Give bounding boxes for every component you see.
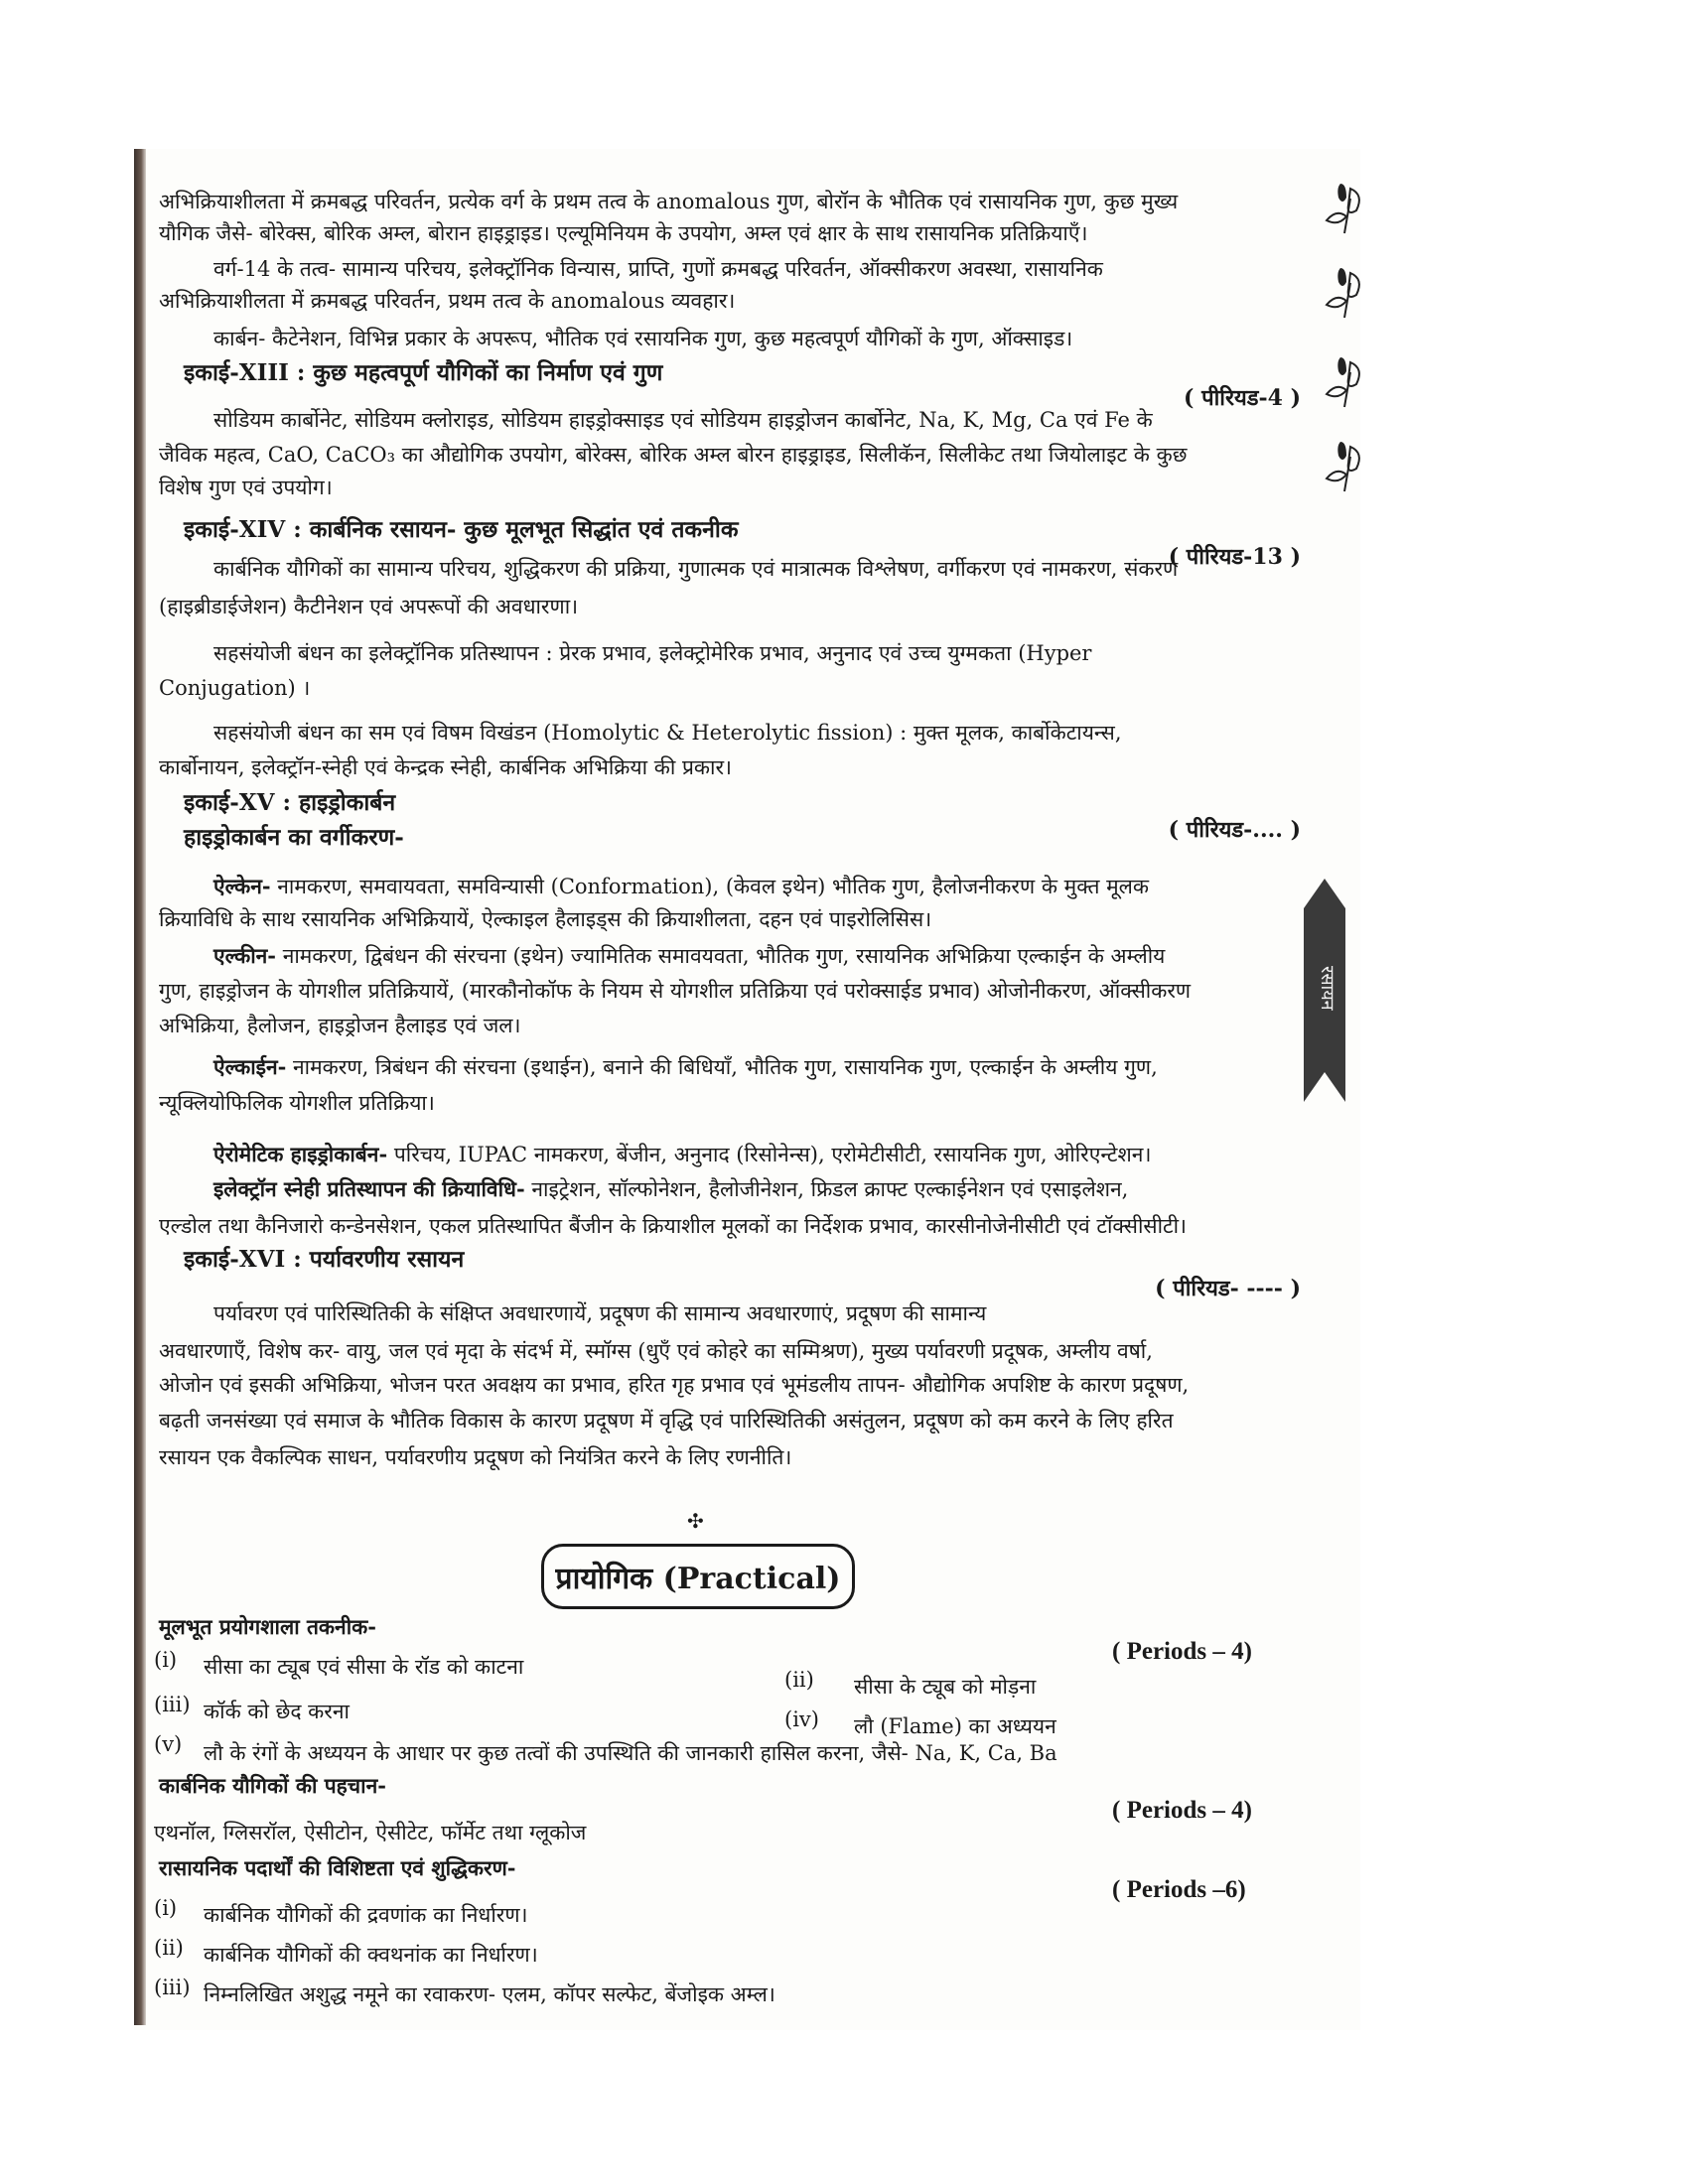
practical-section-period: ( Periods – 4) (1112, 1638, 1252, 1665)
text-line: (हाइब्रीडाईजेशन) कैटीनेशन एवं अपरूपों की अवधारणा। (159, 595, 579, 618)
alkyne-line (213, 1054, 1158, 1080)
text-line: कार्बोनायन, इलेक्ट्रॉन-स्नेही एवं केन्द्रक स्नेही, कार्बनिक अभिक्रिया की प्रकार। (159, 755, 733, 779)
text-line: बढ़ती जनसंख्या एवं समाज के भौतिक विकास के कारण प्रदूषण में वृद्धि एवं पारिस्थितिकी असंतुलन, प्रदूषण को कम करने के लिए हरित (159, 1409, 1174, 1433)
practical-item: कॉर्क को छेद करना (204, 1700, 350, 1723)
text-line: गुण, हाइड्रोजन के योगशील प्रतिक्रियायें, (मारकौनोकॉफ के नियम से योगशील प्रतिक्रिया एवं परोक्साईड प्रभाव) ओजोनीकरण, ऑक्सीकरण (159, 979, 1192, 1003)
unit-15-heading: इकाई-XV : हाइड्रोकार्बन (184, 789, 396, 816)
text-line: Conjugation) । (159, 676, 311, 700)
item-number: (i) (154, 1896, 178, 1920)
alkene-line (213, 943, 1165, 969)
alkyne-label: ऐल्काईन- (213, 1054, 287, 1079)
practical-item: कार्बनिक यौगिकों की द्रवणांक का निर्धारण। (204, 1903, 528, 1927)
item-number: (ii) (784, 1668, 814, 1692)
unit-16-heading: इकाई-XVI : पर्यावरणीय रसायन (184, 1246, 465, 1273)
practical-item: लौ के रंगों के अध्ययन के आधार पर कुछ तत्वों की उपस्थिति की जानकारी हासिल करना, जैसे- Na, K, Ca, Ba (204, 1741, 1057, 1765)
text-line: रसायन एक वैकल्पिक साधन, पर्यावरणीय प्रदूषण को नियंत्रित करने के लिए रणनीति। (159, 1445, 792, 1469)
leaf-ornament-icon (1321, 352, 1370, 412)
practical-item: कार्बनिक यौगिकों की क्वथनांक का निर्धारण। (204, 1943, 538, 1967)
side-tab-label: रसायन (1317, 965, 1337, 1011)
item-number: (i) (154, 1648, 178, 1672)
alkane-label: ऐल्केन- (213, 874, 271, 898)
practical-section-period: ( Periods – 4) (1112, 1797, 1252, 1824)
practical-title: प्रायोगिक (Practical) (555, 1561, 841, 1596)
practical-section-heading: कार्बनिक यौगिकों की पहचान- (159, 1773, 386, 1798)
text-line: जैविक महत्व, CaO, CaCO₃ का औद्योगिक उपयोग, बोरेक्स, बोरिक अम्ल बोरन हाइड्राइड, सिलीकॅन, सिलीकेट तथा जियोलाइट के कुछ (159, 443, 1188, 467)
item-number: (v) (154, 1732, 183, 1756)
aromatic-label: ऐरोमेटिक हाइड्रोकार्बन- (213, 1142, 388, 1166)
text-fragment: नामकरण, द्विबंधन की संरचना (इथेन) ज्यामितिक समावयवता, भौतिक गुण, रसायनिक अभिक्रिया एल्काईन के अम्लीय (276, 944, 1166, 968)
aromatic-line (213, 1142, 1151, 1167)
text-fragment: नामकरण, त्रिबंधन की संरचना (इथाईन), बनाने की बिधियाँ, भौतिक गुण, रासायनिक गुण, एल्काईन के अम्लीय गुण, (286, 1055, 1158, 1079)
alkane-line (213, 874, 1149, 899)
text-line: न्यूक्लियोफिलिक योगशील प्रतिक्रिया। (159, 1091, 435, 1115)
item-number: (iii) (154, 1976, 191, 1999)
text-line: सोडियम कार्बोनेट, सोडियम क्लोराइड, सोडियम हाइड्रोक्साइड एवं सोडियम हाइड्रोजन कार्बोनेट, Na, K, Mg, Ca एवं Fe के (213, 408, 1153, 432)
unit-15-period: ( पीरियड-.... ) (1168, 817, 1301, 843)
unit-13-heading: इकाई-XIII : कुछ महत्वपूर्ण यौगिकों का निर्माण एवं गुण (184, 359, 663, 386)
leaf-ornament-icon (1321, 263, 1370, 323)
unit-14-heading: इकाई-XIV : कार्बनिक रसायन- कुछ मूलभूत सिद्धांत एवं तकनीक (184, 516, 739, 543)
text-line: अभिक्रिया, हैलोजन, हाइड्रोजन हैलाइड एवं जल। (159, 1014, 521, 1037)
book-spine-shadow (134, 149, 146, 2025)
practical-item: सीसा का ट्यूब एवं सीसा के रॉड को काटना (204, 1655, 524, 1679)
practical-section-period: ( Periods –6) (1112, 1876, 1246, 1903)
practical-section-heading: मूलभूत प्रयोगशाला तकनीक- (159, 1614, 376, 1639)
leaf-ornament-icon (1321, 179, 1370, 238)
text-line: अभिक्रियाशीलता में क्रमबद्ध परिवर्तन, प्रत्येक वर्ग के प्रथम तत्व के anomalous गुण, बोरॉन के भौतिक एवं रासायनिक गुण, कुछ मुख्य (159, 190, 1179, 213)
text-line: विशेष गुण एवं उपयोग। (159, 476, 333, 499)
item-number: (iv) (784, 1707, 819, 1731)
text-line: सहसंयोजी बंधन का सम एवं विषम विखंडन (Homolytic & Heterolytic fission) : मुक्त मूलक, कार्बोकेटायन्स, (213, 721, 1122, 745)
practical-section-heading: रासायनिक पदार्थों की विशिष्टता एवं शुद्धिकरण- (159, 1855, 516, 1880)
electrophilic-line (213, 1176, 1128, 1202)
practical-item: निम्नलिखित अशुद्ध नमूने का रवाकरण- एलम, कॉपर सल्फेट, बेंजोइक अम्ल। (204, 1982, 775, 2006)
unit-15-subheading: हाइड्रोकार्बन का वर्गीकरण- (184, 824, 404, 851)
text-line: अभिक्रियाशीलता में क्रमबद्ध परिवर्तन, प्रथम तत्व के anomalous व्यवहार। (159, 289, 736, 313)
practical-title-box (541, 1544, 855, 1609)
electrophilic-label: इलेक्ट्रॉन स्नेही प्रतिस्थापन की क्रियाविधि- (213, 1176, 525, 1201)
text-fragment: नाइट्रेशन, सॉल्फोनेशन, हैलोजीनेशन, फ्रिडल क्राफ्ट एल्काईनेशन एवं एसाइलेशन, (524, 1177, 1129, 1201)
text-line: सहसंयोजी बंधन का इलेक्ट्रॉनिक प्रतिस्थापन : प्रेरक प्रभाव, इलेक्ट्रोमेरिक प्रभाव, अनुनाद एवं उच्च युग्मकता (Hyper (213, 641, 1092, 665)
text-line: यौगिक जैसे- बोरेक्स, बोरिक अम्ल, बोरान हाइड्राइड। एल्यूमिनियम के उपयोग, अम्ल एवं क्षार के साथ रासायनिक प्रतिक्रियाएँ। (159, 221, 1088, 245)
text-line: ओजोन एवं इसकी अभिक्रिया, भोजन परत अवक्षय का प्रभाव, हरित गृह प्रभाव एवं भूमंडलीय तापन- औद्योगिक अपशिष्ट के कारण प्रदूषण, (159, 1373, 1190, 1397)
item-number: (ii) (154, 1936, 184, 1960)
practical-item: सीसा के ट्यूब को मोड़ना (854, 1675, 1037, 1699)
practical-item: लौ (Flame) का अध्ययन (854, 1714, 1056, 1738)
text-fragment: परिचय, IUPAC नामकरण, बेंजीन, अनुनाद (रिसोनेन्स), एरोमेटीसीटी, रसायनिक गुण, ओरिएन्टेशन। (387, 1143, 1152, 1166)
unit-13-period: ( पीरियड-4 ) (1184, 385, 1301, 411)
text-line: कार्बन- कैटेनेशन, विभिन्न प्रकार के अपरूप, भौतिक एवं रसायनिक गुण, कुछ महत्वपूर्ण यौगिकों के गुण, ऑक्साइड। (213, 327, 1073, 350)
text-line: क्रियाविधि के साथ रसायनिक अभिक्रियायें, ऐल्काइल हैलाइड्स की क्रियाशीलता, दहन एवं पाइरोलिसिस। (159, 907, 932, 931)
text-line: एल्डोल तथा कैनिजारो कन्डेनसेशन, एकल प्रतिस्थापित बैंजीन के क्रियाशील मूलकों का निर्देशक प्रभाव, कारसीनोजेनीसीटी एवं टॉक्सीसीटी। (159, 1214, 1187, 1238)
section-ornament-icon: ✣ (687, 1509, 704, 1533)
unit-16-period: ( पीरियड- ---- ) (1155, 1276, 1301, 1301)
unit-14-period: ( पीरियड-13 ) (1168, 544, 1301, 570)
text-line: कार्बनिक यौगिकों का सामान्य परिचय, शुद्धिकरण की प्रक्रिया, गुणात्मक एवं मात्रात्मक विश्लेषण, वर्गीकरण एवं नामकरण, संकरण (213, 557, 1179, 581)
text-line: अवधारणाएँ, विशेष कर- वायु, जल एवं मृदा के संदर्भ में, स्मॉग्स (धुएँ एवं कोहरे का सम्मिश्रण), मुख्य पर्यावरणी प्रदूषक, अम्लीय वर्षा, (159, 1339, 1153, 1363)
text-fragment: नामकरण, समवायवता, समविन्यासी (Conformation), (केवल इथेन) भौतिक गुण, हैलोजनीकरण के मुक्त मूलक (270, 875, 1150, 898)
leaf-ornament-icon (1321, 437, 1370, 496)
practical-item: एथनॉल, ग्लिसरॉल, ऐसीटोन, ऐसीटेट, फॉर्मेट तथा ग्लूकोज (154, 1821, 587, 1844)
item-number: (iii) (154, 1693, 191, 1716)
alkene-label: एल्कीन- (213, 943, 277, 968)
text-line: पर्यावरण एवं पारिस्थितिकी के संक्षिप्त अवधारणायें, प्रदूषण की सामान्य अवधारणाएं, प्रदूषण की सामान्य (213, 1301, 987, 1325)
text-line: वर्ग-14 के तत्व- सामान्य परिचय, इलेक्ट्रॉनिक विन्यास, प्राप्ति, गुणों क्रमबद्ध परिवर्तन, ऑक्सीकरण अवस्था, रासायनिक (213, 257, 1103, 281)
